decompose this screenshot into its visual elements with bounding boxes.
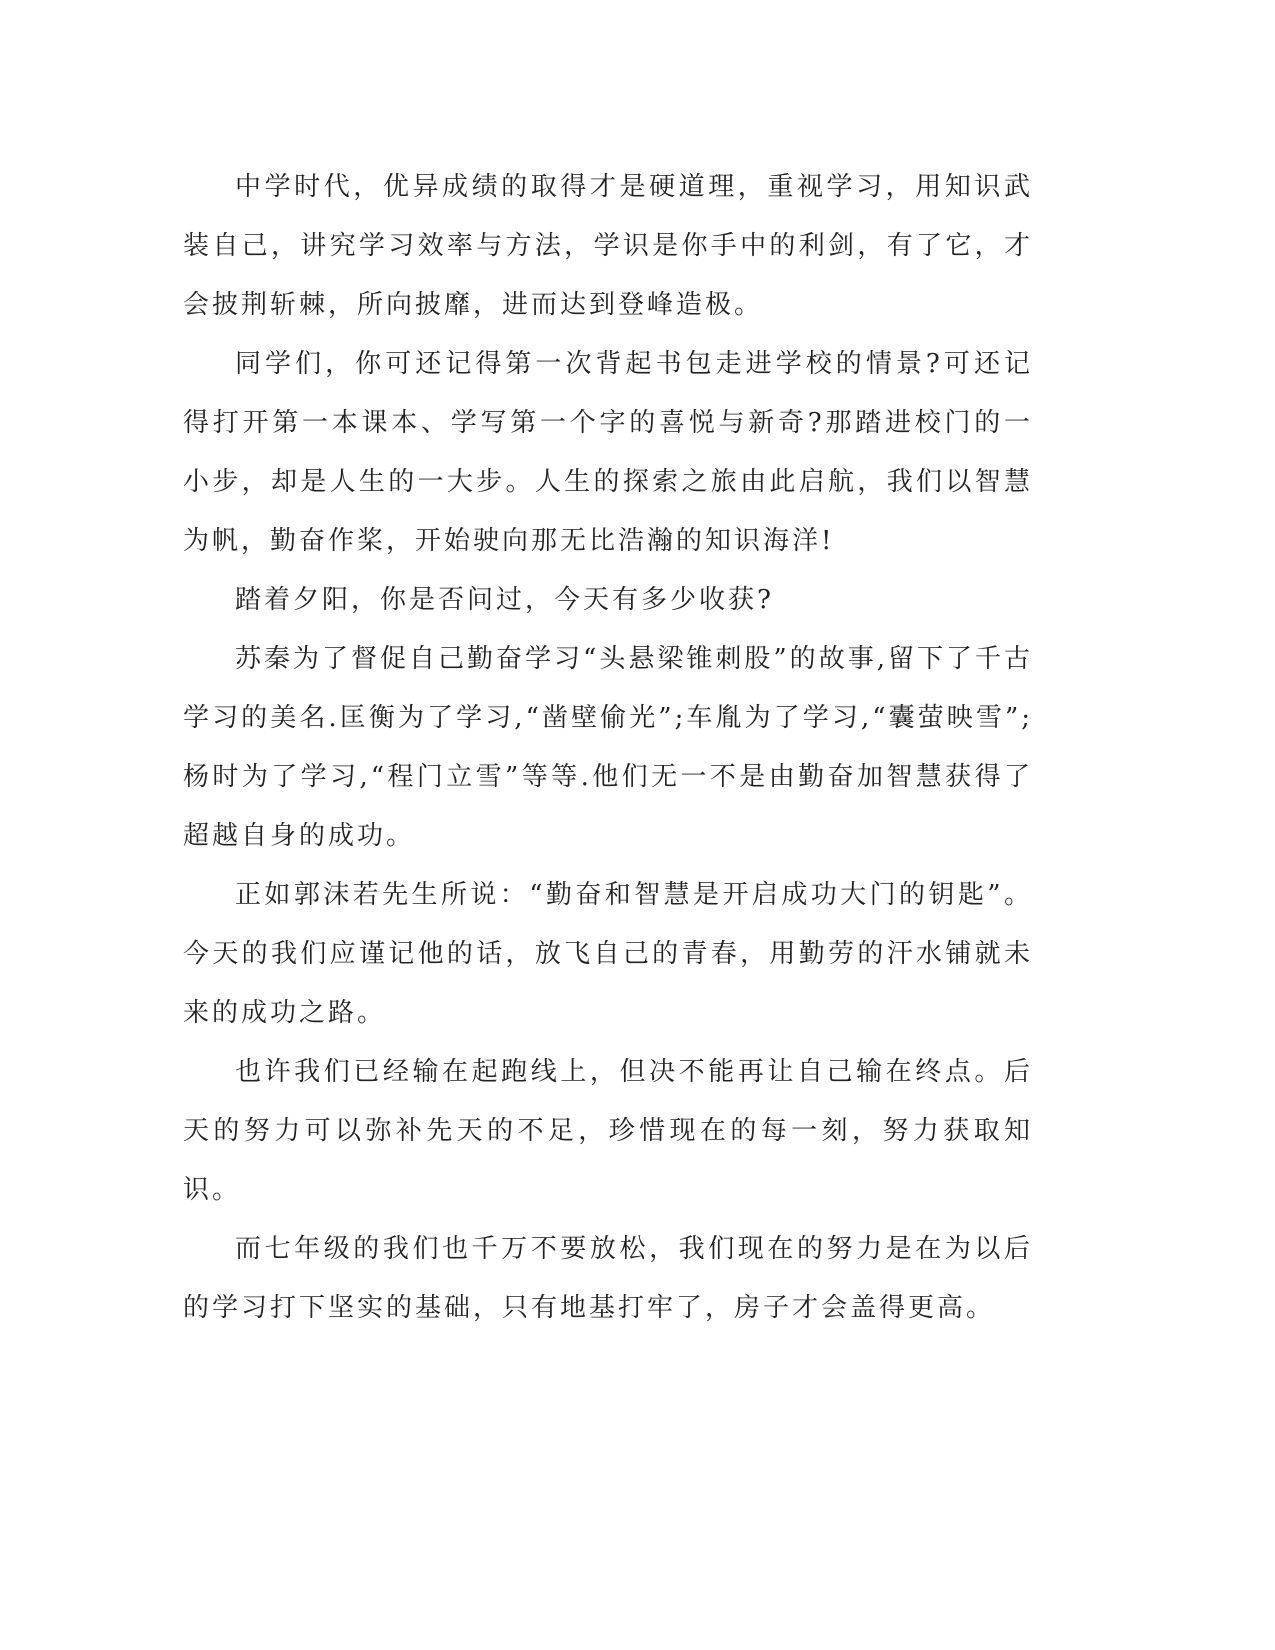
- paragraph-2: 同学们，你可还记得第一次背起书包走进学校的情景?可还记得打开第一本课本、学写第一个字的喜悦与新奇?那踏进校门的一小步，却是人生的一大步。人生的探索之旅由此启航，我们以智慧为帆，勤奋作桨，开始驶向那无比浩瀚的知识海洋!: [183, 349, 1033, 556]
- paragraph-7: 而七年级的我们也千万不要放松，我们现在的努力是在为以后的学习打下坚实的基础，只有地基打牢了，房子才会盖得更高。: [183, 1234, 1033, 1323]
- paragraph-6: 也许我们已经输在起跑线上，但决不能再让自己输在终点。后天的努力可以弥补先天的不足，珍惜现在的每一刻，努力获取知识。: [183, 1057, 1033, 1205]
- paragraph-3: 踏着夕阳，你是否问过，今天有多少收获?: [235, 585, 774, 615]
- paragraph-5: 正如郭沫若先生所说：“勤奋和智慧是开启成功大门的钥匙”。今天的我们应谨记他的话，放飞自己的青春，用勤劳的汗水铺就未来的成功之路。: [183, 880, 1033, 1028]
- paragraph-4: 苏秦为了督促自己勤奋学习“头悬梁锥刺股”的故事,留下了千古学习的美名.匡衡为了学习,“凿壁偷光”;车胤为了学习,“囊萤映雪”;杨时为了学习,“程门立雪”等等.他们无一不是由勤奋加智慧获得了超越自身的成功。: [183, 644, 1033, 851]
- paragraph-1: 中学时代，优异成绩的取得才是硬道理，重视学习，用知识武装自己，讲究学习效率与方法，学识是你手中的利剑，有了它，才会披荆斩棘，所向披靡，进而达到登峰造极。: [183, 172, 1033, 320]
- document-body: [183, 158, 1033, 1338]
